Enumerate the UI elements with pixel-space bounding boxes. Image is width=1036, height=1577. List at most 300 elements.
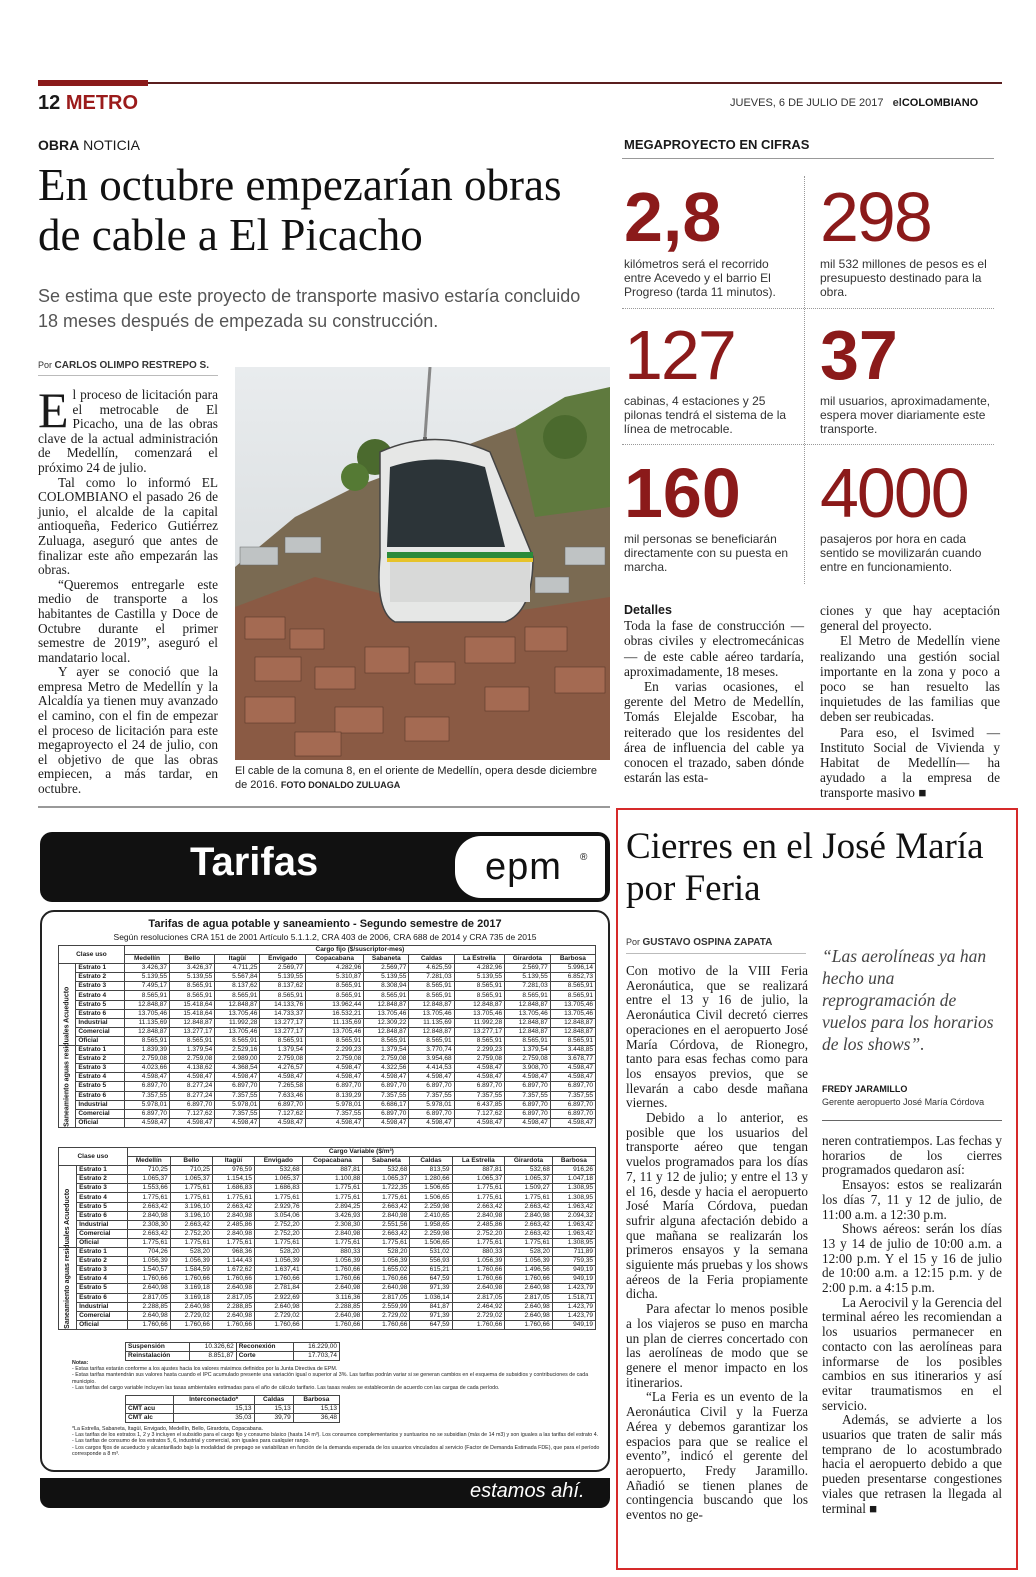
- table-cell: 813,59: [410, 1166, 452, 1175]
- row-label: Estrato 5: [76, 1082, 125, 1091]
- table-cell: 15,13: [254, 1405, 293, 1414]
- table-cell: 8.565,91: [454, 991, 504, 1000]
- table-cell: 7.357,55: [215, 1091, 260, 1100]
- table-header: Caldas: [409, 955, 454, 964]
- table-cell: 3.196,10: [170, 1202, 212, 1211]
- detalles-paragraph: En varias ocasiones, el gerente del Metro de Medellín, Tomás Elejalde Escobar, ha reiterado que los residentes del área de influencia del cable ya conocen el trazado, saben dónde estarán las esta-: [624, 679, 804, 786]
- table-cell: 1.518,71: [552, 1293, 595, 1302]
- table-row: [59, 1293, 596, 1302]
- table-row: [59, 1311, 596, 1320]
- table-cell: 1.775,61: [170, 1193, 212, 1202]
- table-cell: 12.848,87: [505, 1027, 551, 1036]
- registered-icon: ®: [580, 852, 588, 863]
- row-label: Estrato 3: [77, 1266, 128, 1275]
- table-cell: 4.625,59: [409, 964, 454, 973]
- table-cell: 4.598,47: [454, 1064, 504, 1073]
- table-cell: 5.139,55: [260, 973, 306, 982]
- cierres-paragraph: Además, se advierte a los usuarios que traten de salir más temprano de lo acostumbrado hacia el aeropuerto debido a que pueden presentarse congestiones viales que retrasen la llegada al terminal ■: [822, 1412, 1002, 1516]
- table-cell: 2.752,20: [255, 1229, 303, 1238]
- table-cell: 2.663,42: [212, 1202, 254, 1211]
- table-cell: 1.686,83: [255, 1184, 303, 1193]
- table-cell: 1.963,42: [552, 1220, 595, 1229]
- article-byline: Por CARLOS OLIMPO RESTREPO S.: [38, 360, 209, 371]
- table-cell: 1.672,62: [212, 1266, 254, 1275]
- table-cell: 2.640,98: [212, 1284, 254, 1293]
- table-cell: 8.565,91: [124, 991, 169, 1000]
- table-cell: 8.565,91: [260, 991, 306, 1000]
- table-cell: 12.848,87: [409, 1000, 454, 1009]
- table-cell: 1.056,39: [255, 1257, 303, 1266]
- table-cell: 949,19: [552, 1275, 595, 1284]
- row-label: Corte: [236, 1352, 293, 1361]
- table-cell: 1.506,65: [410, 1238, 452, 1247]
- table-cell: 1.775,61: [505, 1193, 553, 1202]
- cierres-paragraph: “La Feria es un evento de la Aeronáutica Civil y la Fuerza Aérea y debemos garantizar los espacios para que se realice el evento”, indicó el gerente del aeropuerto, Fredy Jaramillo. Añadió se tienen planes de contingencia buscando que los eventos no ge-: [626, 1389, 808, 1523]
- table-cell: 1.065,37: [170, 1175, 212, 1184]
- table-cell: 11.135,69: [306, 1018, 364, 1027]
- table-cell: 2.922,69: [255, 1293, 303, 1302]
- table-cell: 12.848,87: [364, 1000, 409, 1009]
- table-cell: 1.775,61: [302, 1193, 363, 1202]
- table-cell: 7.127,62: [170, 1109, 215, 1118]
- table-header: Medellín: [124, 955, 169, 964]
- table-cell: 4.023,66: [124, 1064, 169, 1073]
- table-cell: 949,19: [552, 1320, 595, 1329]
- figures-divider: [804, 176, 805, 584]
- table-cell: 8.565,91: [170, 982, 215, 991]
- table-cell: 3.169,18: [170, 1284, 212, 1293]
- table-cell: 968,36: [212, 1248, 254, 1257]
- issue-date: JUEVES, 6 DE JULIO DE 2017: [730, 97, 884, 109]
- table-cell: 2.485,86: [452, 1220, 505, 1229]
- cierres-column-right: [822, 1134, 1002, 1516]
- table-cell: 6.897,70: [505, 1082, 551, 1091]
- table-cell: 4.598,47: [454, 1073, 504, 1082]
- service-charges-table: [125, 1342, 340, 1361]
- table-cell: 12.848,87: [124, 1000, 169, 1009]
- table-row: [59, 1082, 596, 1091]
- table-cell: 35,03: [173, 1414, 254, 1423]
- table-cell: 13.705,46: [215, 1009, 260, 1018]
- table-cell: 7.357,55: [409, 1091, 454, 1100]
- table-cell: 13.705,46: [364, 1009, 409, 1018]
- table-cell: 1.775,61: [127, 1193, 170, 1202]
- table-cell: 532,68: [363, 1166, 410, 1175]
- table-cell: 4.598,47: [454, 1118, 504, 1127]
- table-cell: 4.598,47: [550, 1073, 595, 1082]
- table-cell: 2.640,98: [212, 1311, 254, 1320]
- table-row: [59, 1193, 596, 1202]
- table-cell: 2.569,77: [364, 964, 409, 973]
- table-cell: 1.280,66: [410, 1175, 452, 1184]
- table-row: [126, 1414, 340, 1423]
- table-cell: 4.322,56: [364, 1064, 409, 1073]
- photo-caption: El cable de la comuna 8, en el oriente de Medellín, opera desde diciembre de 2016. FOTO DONALDO ZULUAGA: [235, 765, 598, 791]
- table-cell: 1.056,39: [302, 1257, 363, 1266]
- table-cell: 8.565,91: [306, 991, 364, 1000]
- table-cell: 2.640,98: [170, 1302, 212, 1311]
- table-cell: 2.299,23: [306, 1046, 364, 1055]
- table-cell: 4.598,47: [364, 1118, 409, 1127]
- table-cell: 4.598,47: [215, 1118, 260, 1127]
- table-cell: 4.276,57: [260, 1064, 306, 1073]
- row-label: Estrato 1: [76, 1046, 125, 1055]
- table-cell: 1.056,39: [170, 1257, 212, 1266]
- table-cell: 4.414,53: [409, 1064, 454, 1073]
- row-label: Estrato 4: [77, 1275, 128, 1284]
- table-cell: 7.265,58: [260, 1082, 306, 1091]
- byline-author: GUSTAVO OSPINA ZAPATA: [642, 937, 773, 948]
- table-cell: 6.897,70: [409, 1082, 454, 1091]
- table-cell: 1.065,37: [127, 1175, 170, 1184]
- table-cell: 7.633,46: [260, 1091, 306, 1100]
- row-label: Comercial: [76, 1109, 125, 1118]
- table-cell: 2.781,84: [255, 1284, 303, 1293]
- table-group-label: Acueducto: [59, 964, 76, 1046]
- table-cell: 2.817,05: [505, 1293, 553, 1302]
- table-header: Interconectado*: [173, 1396, 254, 1405]
- table-cell: 4.138,62: [170, 1064, 215, 1073]
- table-cell: 6.897,70: [409, 1109, 454, 1118]
- table-cell: 1.760,66: [212, 1320, 254, 1329]
- table-row: [126, 1343, 340, 1352]
- table-cell: 7.495,17: [124, 982, 169, 991]
- table-cell: 7.357,55: [124, 1091, 169, 1100]
- kicker-light: NOTICIA: [83, 137, 140, 153]
- table-header: [126, 1396, 174, 1405]
- table-cell: 532,68: [505, 1166, 553, 1175]
- table-cell: 1.760,66: [255, 1275, 303, 1284]
- table-cell: 1.760,66: [505, 1275, 553, 1284]
- table-group-label: Saneamiento aguas residuales: [59, 1046, 76, 1128]
- table-cell: 7.357,55: [505, 1091, 551, 1100]
- cierres-paragraph: Shows aéreos: serán los días 13 y 14 de julio de 10:00 a.m. a 12:00 p.m. Y el 15 y 16 de julio de 10:00 a.m. a 12:15 p.m. y de 2:00 p.m. a 4:15 p.m.: [822, 1221, 1002, 1296]
- table-cell: 13.705,46: [215, 1027, 260, 1036]
- table-cell: 1.760,66: [452, 1266, 505, 1275]
- table-cell: 16.532,21: [306, 1009, 364, 1018]
- fixed-charge-table: [58, 945, 596, 1128]
- table-cell: 6.897,70: [364, 1082, 409, 1091]
- table-cell: 12.848,87: [505, 1018, 551, 1027]
- table-cell: 2.759,08: [505, 1055, 551, 1064]
- figure-description: pasajeros por hora en cada sentido se movilizarán cuando entre en funcionamiento.: [820, 532, 982, 574]
- table-cell: 1.036,14: [410, 1293, 452, 1302]
- table-cell: 16.229,00: [293, 1343, 339, 1352]
- table-cell: 2.840,98: [212, 1229, 254, 1238]
- table-cell: 1.065,37: [255, 1175, 303, 1184]
- table-cell: 1.963,42: [552, 1202, 595, 1211]
- table-cell: 1.065,37: [452, 1175, 505, 1184]
- table-cell: 2.840,98: [127, 1211, 170, 1220]
- brand-name: COLOMBIANO: [901, 97, 979, 109]
- table-cell: 1.775,61: [505, 1238, 553, 1247]
- table-cell: 7.357,55: [364, 1091, 409, 1100]
- row-label: Industrial: [77, 1302, 128, 1311]
- table-cell: 2.729,02: [452, 1311, 505, 1320]
- table-cell: 6.897,70: [550, 1109, 595, 1118]
- table-cell: 4.598,47: [505, 1118, 551, 1127]
- table-cell: 759,35: [552, 1257, 595, 1266]
- table-row: [59, 982, 596, 991]
- table-cell: 1.308,95: [552, 1193, 595, 1202]
- table-header: Envigado: [255, 1157, 303, 1166]
- cierres-paragraph: Ensayos: estos se realizarán los días 7, 11 y 12 de julio, de 11:00 a.m. a 12:30 p.m.: [822, 1177, 1002, 1222]
- table-cell: 2.529,16: [215, 1046, 260, 1055]
- table-cell: 4.598,47: [550, 1118, 595, 1127]
- table-cell: 971,39: [410, 1284, 452, 1293]
- cierres-paragraph: Con motivo de la VIII Feria Aeronáutica, que se realizará entre el 13 y 16 de julio, la Aeronáutica Civil decretó cierres operaciones en el aeropuerto José María Córdova, de Rionegro, tanto para esas fechas como para los ensayos previos, que se llevarán a cabo desde mañana viernes.: [626, 963, 808, 1111]
- table-row: [59, 1275, 596, 1284]
- table-row: [59, 1229, 596, 1238]
- page-number: 12: [38, 92, 61, 114]
- table-cell: 1.760,66: [452, 1275, 505, 1284]
- table-cell: 1.775,61: [452, 1184, 505, 1193]
- table-cell: 2.840,98: [302, 1229, 363, 1238]
- detalles-paragraph: El Metro de Medellín viene realizando una gestión social importante en la zona y poco a poco se han resuelto las inquietudes de las familias que deben ser reubicadas.: [820, 633, 1000, 725]
- table-cell: 11.992,28: [454, 1018, 504, 1027]
- table-cell: 1.379,54: [364, 1046, 409, 1055]
- table-cell: 13.705,46: [306, 1027, 364, 1036]
- table-cell: 2.752,20: [452, 1229, 505, 1238]
- figure-description: mil personas se beneficiarán directamente con su puesta en marcha.: [624, 532, 789, 574]
- row-label: Estrato 4: [76, 991, 125, 1000]
- table-cell: 8.565,91: [409, 1036, 454, 1045]
- megaproyecto-rule: [622, 158, 994, 159]
- table-cell: 4.598,47: [124, 1073, 169, 1082]
- table-header: Caldas: [410, 1157, 452, 1166]
- end-mark-icon: ■: [869, 1500, 878, 1516]
- table-cell: 3.169,18: [170, 1293, 212, 1302]
- table-cell: 710,25: [127, 1166, 170, 1175]
- table-cell: 3.426,37: [170, 964, 215, 973]
- table-cell: 8.565,91: [306, 1036, 364, 1045]
- table-header: Itagüí: [212, 1157, 254, 1166]
- dateline: [730, 97, 978, 109]
- table-header: Envigado: [260, 955, 306, 964]
- table-cell: 2.259,98: [410, 1229, 452, 1238]
- table-cell: 8.308,94: [364, 982, 409, 991]
- table-cell: 528,20: [505, 1248, 553, 1257]
- table-cell: 3.196,10: [170, 1211, 212, 1220]
- table-header: La Estrella: [454, 955, 504, 964]
- table-cell: 1.775,61: [452, 1238, 505, 1247]
- table-cell: 2.259,98: [410, 1202, 452, 1211]
- table-cell: 8.565,91: [409, 991, 454, 1000]
- table-cell: 8.565,91: [260, 1036, 306, 1045]
- table-row: [59, 1320, 596, 1329]
- table-row: [59, 1175, 596, 1184]
- row-label: CMT acu: [126, 1405, 174, 1414]
- table-row: [59, 1284, 596, 1293]
- table-cell: 1.760,66: [302, 1266, 363, 1275]
- table-cell: 3.426,37: [124, 964, 169, 973]
- table-cell: 12.848,87: [550, 1027, 595, 1036]
- table-row: [59, 1064, 596, 1073]
- table-cell: 1.760,66: [452, 1320, 505, 1329]
- table-cell: 1.637,41: [255, 1266, 303, 1275]
- detalles-paragraph: Toda la fase de construcción —obras civiles y electromecánicas— de este cable aéreo tardaría, aproximadamente, 18 meses.: [624, 618, 804, 679]
- table-cell: 4.598,47: [505, 1073, 551, 1082]
- table-row: [59, 1220, 596, 1229]
- table-header-row: [59, 955, 596, 964]
- table-cell: 2.485,86: [212, 1220, 254, 1229]
- cierres-paragraph: Debido a lo anterior, es posible que los usuarios del transporte aéreo que tengan vuelos programados para los días 7, 11 y 12 de julio; y entre el 13 y el 16, desde y hacia el aeropuerto José María Córdova, puedan sufrir alguna afectación debido a que mañana se realizarán los primeros ensayos y la semana siguiente más pruebas y los shows aéreos de la Feria propiamente dicha.: [626, 1110, 808, 1302]
- table-row: [59, 1073, 596, 1082]
- table-cell: 2.288,85: [127, 1302, 170, 1311]
- table-cell: 8.137,62: [215, 982, 260, 991]
- row-label: CMT alc: [126, 1414, 174, 1423]
- row-label: Industrial: [77, 1220, 128, 1229]
- table-cell: 1.056,39: [127, 1257, 170, 1266]
- table-cell: 2.759,08: [124, 1055, 169, 1064]
- table-cell: 2.894,25: [302, 1202, 363, 1211]
- byline-divider: [626, 953, 806, 954]
- tariff-table-title: Tarifas de agua potable y saneamiento - Segundo semestre de 2017: [148, 918, 502, 930]
- table-cell: 1.760,66: [505, 1320, 553, 1329]
- megaproyecto-title: MEGAPROYECTO EN CIFRAS: [624, 137, 810, 152]
- table-cell: 2.410,65: [410, 1211, 452, 1220]
- table-cell: 2.464,92: [452, 1302, 505, 1311]
- table-cell: 15,13: [173, 1405, 254, 1414]
- figures-row-divider: [622, 444, 994, 445]
- note-line: - Las tarifas de consumo de los estratos 5, 6, industrial y comercial, son iguales para cualquier rango.: [72, 1438, 310, 1445]
- table-cell: 13.962,44: [306, 1000, 364, 1009]
- table-cell: 2.729,02: [170, 1311, 212, 1320]
- tarifas-title: Tarifas: [190, 840, 319, 884]
- row-label: Estrato 5: [77, 1284, 128, 1293]
- table-cell: 1.423,79: [552, 1284, 595, 1293]
- table-cell: 2.663,42: [127, 1202, 170, 1211]
- quote-author: FREDY JARAMILLO: [822, 1084, 908, 1094]
- table-header: La Estrella: [452, 1157, 505, 1166]
- table-cell: 14.733,37: [260, 1009, 306, 1018]
- table-row: [59, 1036, 596, 1045]
- table-cell: 8.565,91: [454, 982, 504, 991]
- table-cell: 1.655,02: [363, 1266, 410, 1275]
- table-cell: 2.840,98: [452, 1211, 505, 1220]
- table-cell: 12.848,87: [170, 1018, 215, 1027]
- table-cell: 7.357,55: [306, 1109, 364, 1118]
- table-cell: 6.897,70: [505, 1100, 551, 1109]
- table-cell: 2.817,05: [452, 1293, 505, 1302]
- row-label: Estrato 4: [77, 1193, 128, 1202]
- table-cell: 1.775,61: [255, 1193, 303, 1202]
- article-body-column: [38, 382, 218, 797]
- table-cell: 8.565,91: [364, 991, 409, 1000]
- table-cell: 2.759,08: [364, 1055, 409, 1064]
- table-cell: 2.299,23: [454, 1046, 504, 1055]
- table-header: Girardota: [505, 1157, 553, 1166]
- table-cell: 1.775,61: [170, 1184, 212, 1193]
- row-label: Suspensión: [126, 1343, 190, 1352]
- table-cell: 1.760,66: [363, 1275, 410, 1284]
- table-row: [59, 1166, 596, 1175]
- table-cell: 841,87: [410, 1302, 452, 1311]
- table-cell: 11.992,28: [215, 1018, 260, 1027]
- table-cell: 4.598,47: [170, 1118, 215, 1127]
- section-name: METRO: [65, 92, 139, 114]
- table-cell: 1.775,61: [302, 1238, 363, 1247]
- table-cell: 1.047,18: [552, 1175, 595, 1184]
- table-cell: 5.978,01: [409, 1100, 454, 1109]
- table-cell: 887,81: [452, 1166, 505, 1175]
- byline-author: CARLOS OLIMPO RESTREPO S.: [54, 360, 209, 371]
- row-label: Estrato 5: [77, 1202, 128, 1211]
- table-row: [59, 1211, 596, 1220]
- table-cell: 1.963,42: [552, 1229, 595, 1238]
- kicker-bold: OBRA: [38, 137, 80, 153]
- row-label: Estrato 6: [77, 1293, 128, 1302]
- table-cell: 17.703,74: [293, 1352, 339, 1361]
- table-header: Caldas: [254, 1396, 293, 1405]
- table-cell: 6.897,70: [306, 1082, 364, 1091]
- table-cell: 8.565,91: [454, 1036, 504, 1045]
- row-label: Estrato 1: [77, 1166, 128, 1175]
- row-label: Estrato 3: [76, 1064, 125, 1073]
- section-divider: [38, 806, 610, 808]
- table-cell: 13.277,17: [454, 1027, 504, 1036]
- table-cell: 13.705,46: [454, 1009, 504, 1018]
- table-group-label: Acueducto: [59, 1166, 77, 1248]
- table-cell: 1.553,66: [127, 1184, 170, 1193]
- table-cell: 2.640,98: [127, 1284, 170, 1293]
- table-cell: 5.139,55: [364, 973, 409, 982]
- table-cell: 7.357,55: [454, 1091, 504, 1100]
- note-line: - Estas tarifas estarán conforme a los ajustes hacia los valores máximos definidos por la Junta Directiva de EPM.: [72, 1366, 338, 1373]
- table-cell: 13.277,17: [170, 1027, 215, 1036]
- row-label: Industrial: [76, 1100, 125, 1109]
- row-label: Estrato 6: [76, 1009, 125, 1018]
- table-cell: 971,39: [410, 1311, 452, 1320]
- table-cell: 4.711,25: [215, 964, 260, 973]
- table-header: Bello: [170, 955, 215, 964]
- table-row: [59, 1266, 596, 1275]
- table-header-row: [126, 1396, 340, 1405]
- table-cell: 6.897,70: [550, 1082, 595, 1091]
- table-cell: 2.663,42: [505, 1202, 553, 1211]
- table-cell: 8.565,91: [550, 991, 595, 1000]
- table-cell: 1.509,27: [505, 1184, 553, 1193]
- table-cell: 4.598,47: [260, 1073, 306, 1082]
- table-cell: 2.817,05: [212, 1293, 254, 1302]
- table-cell: 1.540,57: [127, 1266, 170, 1275]
- table-cell: 3.426,93: [302, 1211, 363, 1220]
- table-cell: 5.139,55: [454, 973, 504, 982]
- table-header-row: [59, 946, 596, 955]
- table-cell: 13.705,46: [505, 1009, 551, 1018]
- figure-description: mil usuarios, aproximadamente, espera mover diariamente este transporte.: [820, 394, 991, 436]
- tariff-table-subtitle: Según resoluciones CRA 151 de 2001 Artículo 5.1.1.2, CRA 403 de 2006, CRA 688 de 2014 y CRA 735 de 2015: [113, 932, 537, 942]
- table-cell: 2.759,08: [170, 1055, 215, 1064]
- table-cell: 4.598,47: [170, 1073, 215, 1082]
- row-label: Estrato 3: [76, 982, 125, 991]
- table-cell: 1.379,54: [170, 1046, 215, 1055]
- table-cell: 5.996,14: [550, 964, 595, 973]
- table-cell: 2.569,77: [260, 964, 306, 973]
- table-cell: 2.288,85: [302, 1302, 363, 1311]
- table-header: Sabaneta: [363, 1157, 410, 1166]
- table-cell: 8.565,91: [550, 1036, 595, 1045]
- table-cell: 10.326,62: [190, 1343, 236, 1352]
- table-cell: 528,20: [170, 1248, 212, 1257]
- table-header: Bello: [170, 1157, 212, 1166]
- table-cell: 2.663,42: [363, 1229, 410, 1238]
- row-label: Estrato 5: [76, 1000, 125, 1009]
- table-cell: 8.565,91: [215, 1036, 260, 1045]
- table-cell: 1.379,54: [505, 1046, 551, 1055]
- table-cell: 8.851,87: [190, 1352, 236, 1361]
- table-cell: 1.506,65: [410, 1184, 452, 1193]
